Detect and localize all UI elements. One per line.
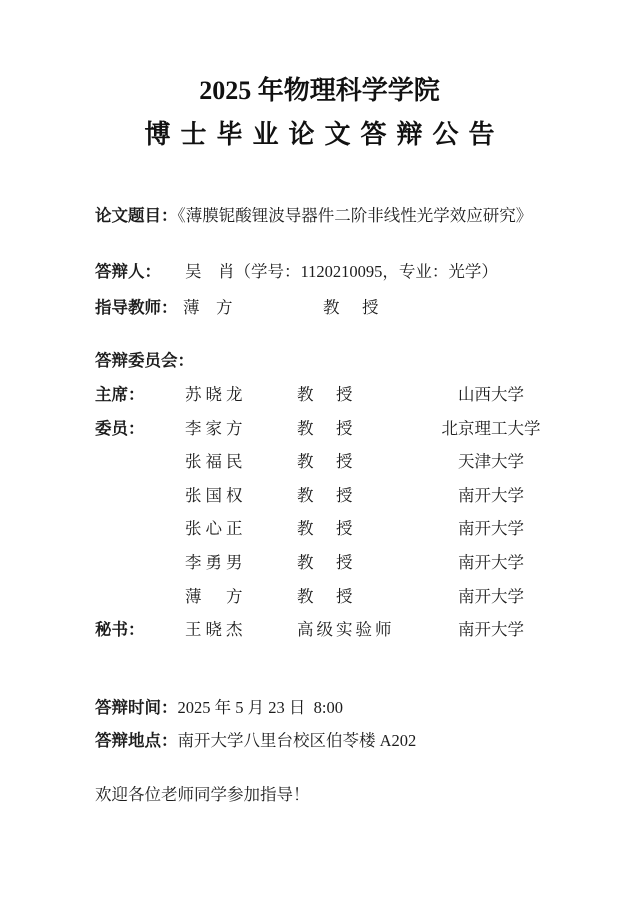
committee-member-title: 教 授: [297, 452, 356, 472]
advisor-name: 薄 方: [183, 298, 233, 317]
committee-member-title: 教 授: [297, 385, 356, 404]
committee-role: 委员：: [95, 418, 145, 438]
committee-heading: 答辩委员会：: [95, 351, 194, 370]
committee-role: 秘书：: [95, 620, 145, 640]
committee-member-title: 高级实验师: [297, 620, 395, 640]
committee-member-affiliation: 南开大学: [458, 586, 524, 606]
committee-member-affiliation: 南开大学: [458, 552, 524, 572]
page-title-line2: 博士毕业论文答辩公告: [144, 120, 505, 149]
committee-role: [95, 445, 185, 479]
defense-time-label: 答辩时间：: [95, 698, 178, 717]
committee-row-member: [95, 546, 555, 580]
committee-member-title: 教 授: [297, 519, 356, 539]
defense-time-line: [95, 697, 555, 718]
committee-member-affiliation: 天津大学: [458, 452, 524, 472]
committee-member-affiliation: 南开大学: [458, 519, 524, 539]
defense-place-value: 南开大学八里台校区伯苓楼 A202: [177, 731, 417, 750]
committee-row-member: [95, 479, 555, 513]
committee-role: [95, 580, 185, 614]
defense-time-value: 2025 年 5 月 23 日 8:00: [177, 698, 343, 717]
committee-row-secretary: [95, 613, 555, 647]
committee-member-name: 张心正: [185, 519, 247, 539]
committee-member-name: 王晓杰: [185, 620, 247, 640]
advisor-label: 指导教师：: [95, 298, 178, 317]
committee-row-chair: [95, 378, 555, 412]
committee-role: [95, 479, 185, 513]
committee-member-affiliation: 北京理工大学: [441, 418, 541, 438]
committee-member-title: 教 授: [297, 586, 356, 606]
defense-place-line: [95, 730, 555, 751]
committee-row-member: [95, 445, 555, 479]
committee-member-name: 张福民: [185, 452, 247, 472]
defender-label: 答辩人：: [95, 262, 161, 281]
committee-row-member: [95, 512, 555, 546]
committee-member-name: 李勇男: [185, 552, 247, 572]
committee-role: [95, 546, 185, 580]
closing-invitation: 欢迎各位老师同学参加指导！: [95, 785, 310, 804]
committee-member-title: 教 授: [297, 485, 356, 505]
advisor-title: 教 授: [323, 298, 382, 317]
committee-member-name: 苏晓龙: [185, 385, 247, 404]
committee-member-affiliation: 南开大学: [458, 620, 524, 640]
defender-line: [95, 261, 555, 282]
page-title-line1: 2025 年物理科学学院: [199, 76, 440, 105]
committee-member-name: 张国权: [185, 485, 247, 505]
thesis-title-label: 论文题目：: [95, 206, 178, 225]
defense-place-label: 答辩地点：: [95, 731, 178, 750]
committee-role: 主席：: [95, 385, 145, 404]
defender-value: 吴 肖（学号：1120210095，专业：光学）: [185, 262, 498, 281]
committee-member-name: 薄 方: [185, 586, 247, 606]
thesis-title-value: 《薄膜铌酸锂波导器件二阶非线性光学效应研究》: [177, 206, 533, 225]
committee-role: [95, 512, 185, 546]
thesis-title-line: [95, 205, 555, 226]
committee-row-member: [95, 580, 555, 614]
committee-member-title: 教 授: [297, 418, 356, 438]
advisor-line: [95, 297, 555, 318]
committee-member-affiliation: 南开大学: [458, 485, 524, 505]
committee-member-affiliation: 山西大学: [458, 385, 524, 404]
committee-list: [95, 378, 555, 647]
committee-member-title: 教 授: [297, 552, 356, 572]
committee-member-name: 李家方: [185, 418, 247, 438]
committee-row-member: [95, 412, 555, 446]
